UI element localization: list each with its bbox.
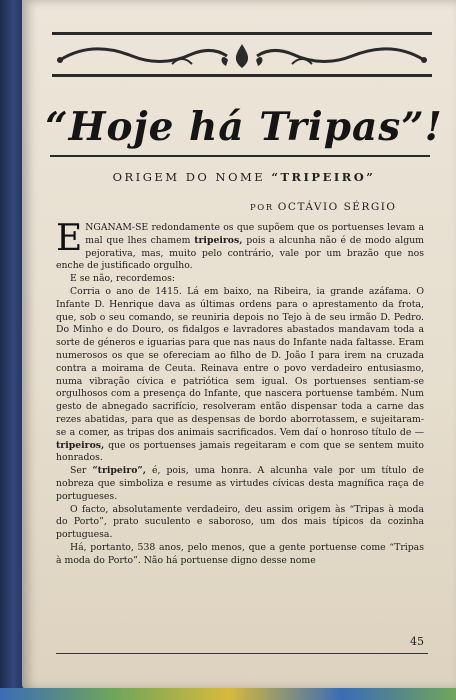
paragraph-5: O facto, absolutamente verdadeiro, deu assim origem às “Tripas à moda do Porto”, prato suculento e saboroso, um dos mais típicos da cozinha portuguesa.	[56, 503, 424, 541]
p4-bold-word: “tripeiro”,	[92, 465, 147, 477]
p3-text-start: Corria o ano de 1415. Lá em baixo, na Ribeira, ia grande azáfama. O Infante D. Henrique dava as últimas ordens para o aprestamento da frota, que, sob o seu comando, se reuniria depois no Tejo à de seu irmão D. Pedro. Do Minho e do Douro, os fidalgos e lavradores abastados mandavam toda a sorte de géneros e iguarias para que nas naus do Infante nada faltasse. Eram numerosos os que se ofereciam ao filho de D. João I para irem na cruzada contra a moirama de Ceuta. Reinava entre o povo verdadeiro entusiasmo, numa vibração cívica e patriótica sem igual. Os portuenses sentiam-se orgulhosos com a presença do Infante, que nascera portuense também. Num gesto de abnegado sacrifício, resolveram então dispensar toda a carne das rezes abatidas, para que as despensas de bordo aborrotassem, e sujeitaram-se a comer, as tripas dos animais sacrificados. Vem daí o honroso título de —	[56, 285, 424, 438]
bottom-divider	[56, 653, 428, 654]
p1-text-start: NGANAM-SE redondamente os que supõem que os portuenses levam a mal que lhes chamem	[85, 222, 424, 246]
book-page	[22, 0, 456, 690]
byline-prefix: POR	[250, 203, 278, 213]
title-divider	[50, 155, 430, 157]
p4-text-end: é, pois, uma honra. A alcunha vale por um título de nobreza que simboliza e resume as virtudes cívicas desta magnífica raça de portugueses.	[56, 465, 424, 502]
paragraph-4	[56, 465, 424, 503]
drop-cap: E	[56, 218, 83, 259]
p4-text-start: Ser	[70, 465, 93, 477]
p3-text-end: que os portuenses jamais regeitaram e com que se sentem muito honrados.	[56, 439, 424, 464]
paragraph-2: E se não, recordemos:	[70, 273, 175, 285]
tablecloth-edge	[0, 688, 456, 700]
paragraph-3	[56, 286, 424, 465]
article-body	[56, 218, 424, 568]
p1-text-end: pois a alcunha não é de modo algum pejorativa, mas, muito pelo contrário, vale por um brazão que nos enche de justificado orgulho.	[56, 234, 424, 272]
article-title: “Hoje há Tripas”!	[45, 104, 443, 150]
paragraph-6: Há, portanto, 538 anos, pelo menos, que a gente portuense come “Tripas à moda do Porto”. Não há portuense digno desse nome	[56, 541, 424, 566]
subtitle-keyword: “TRIPEIRO”	[271, 170, 376, 184]
author-name: OCTÁVIO SÉRGIO	[277, 201, 397, 213]
p3-bold-word: tripeiros,	[56, 439, 105, 451]
subtitle-text: ORIGEM DO NOME	[112, 170, 272, 184]
author-byline	[250, 201, 397, 213]
decorative-header-ornament	[52, 30, 432, 80]
article-subtitle	[44, 170, 444, 184]
paragraph-1	[56, 218, 424, 273]
p1-bold-word: tripeiros,	[194, 234, 243, 246]
page-number: 45	[410, 635, 424, 648]
